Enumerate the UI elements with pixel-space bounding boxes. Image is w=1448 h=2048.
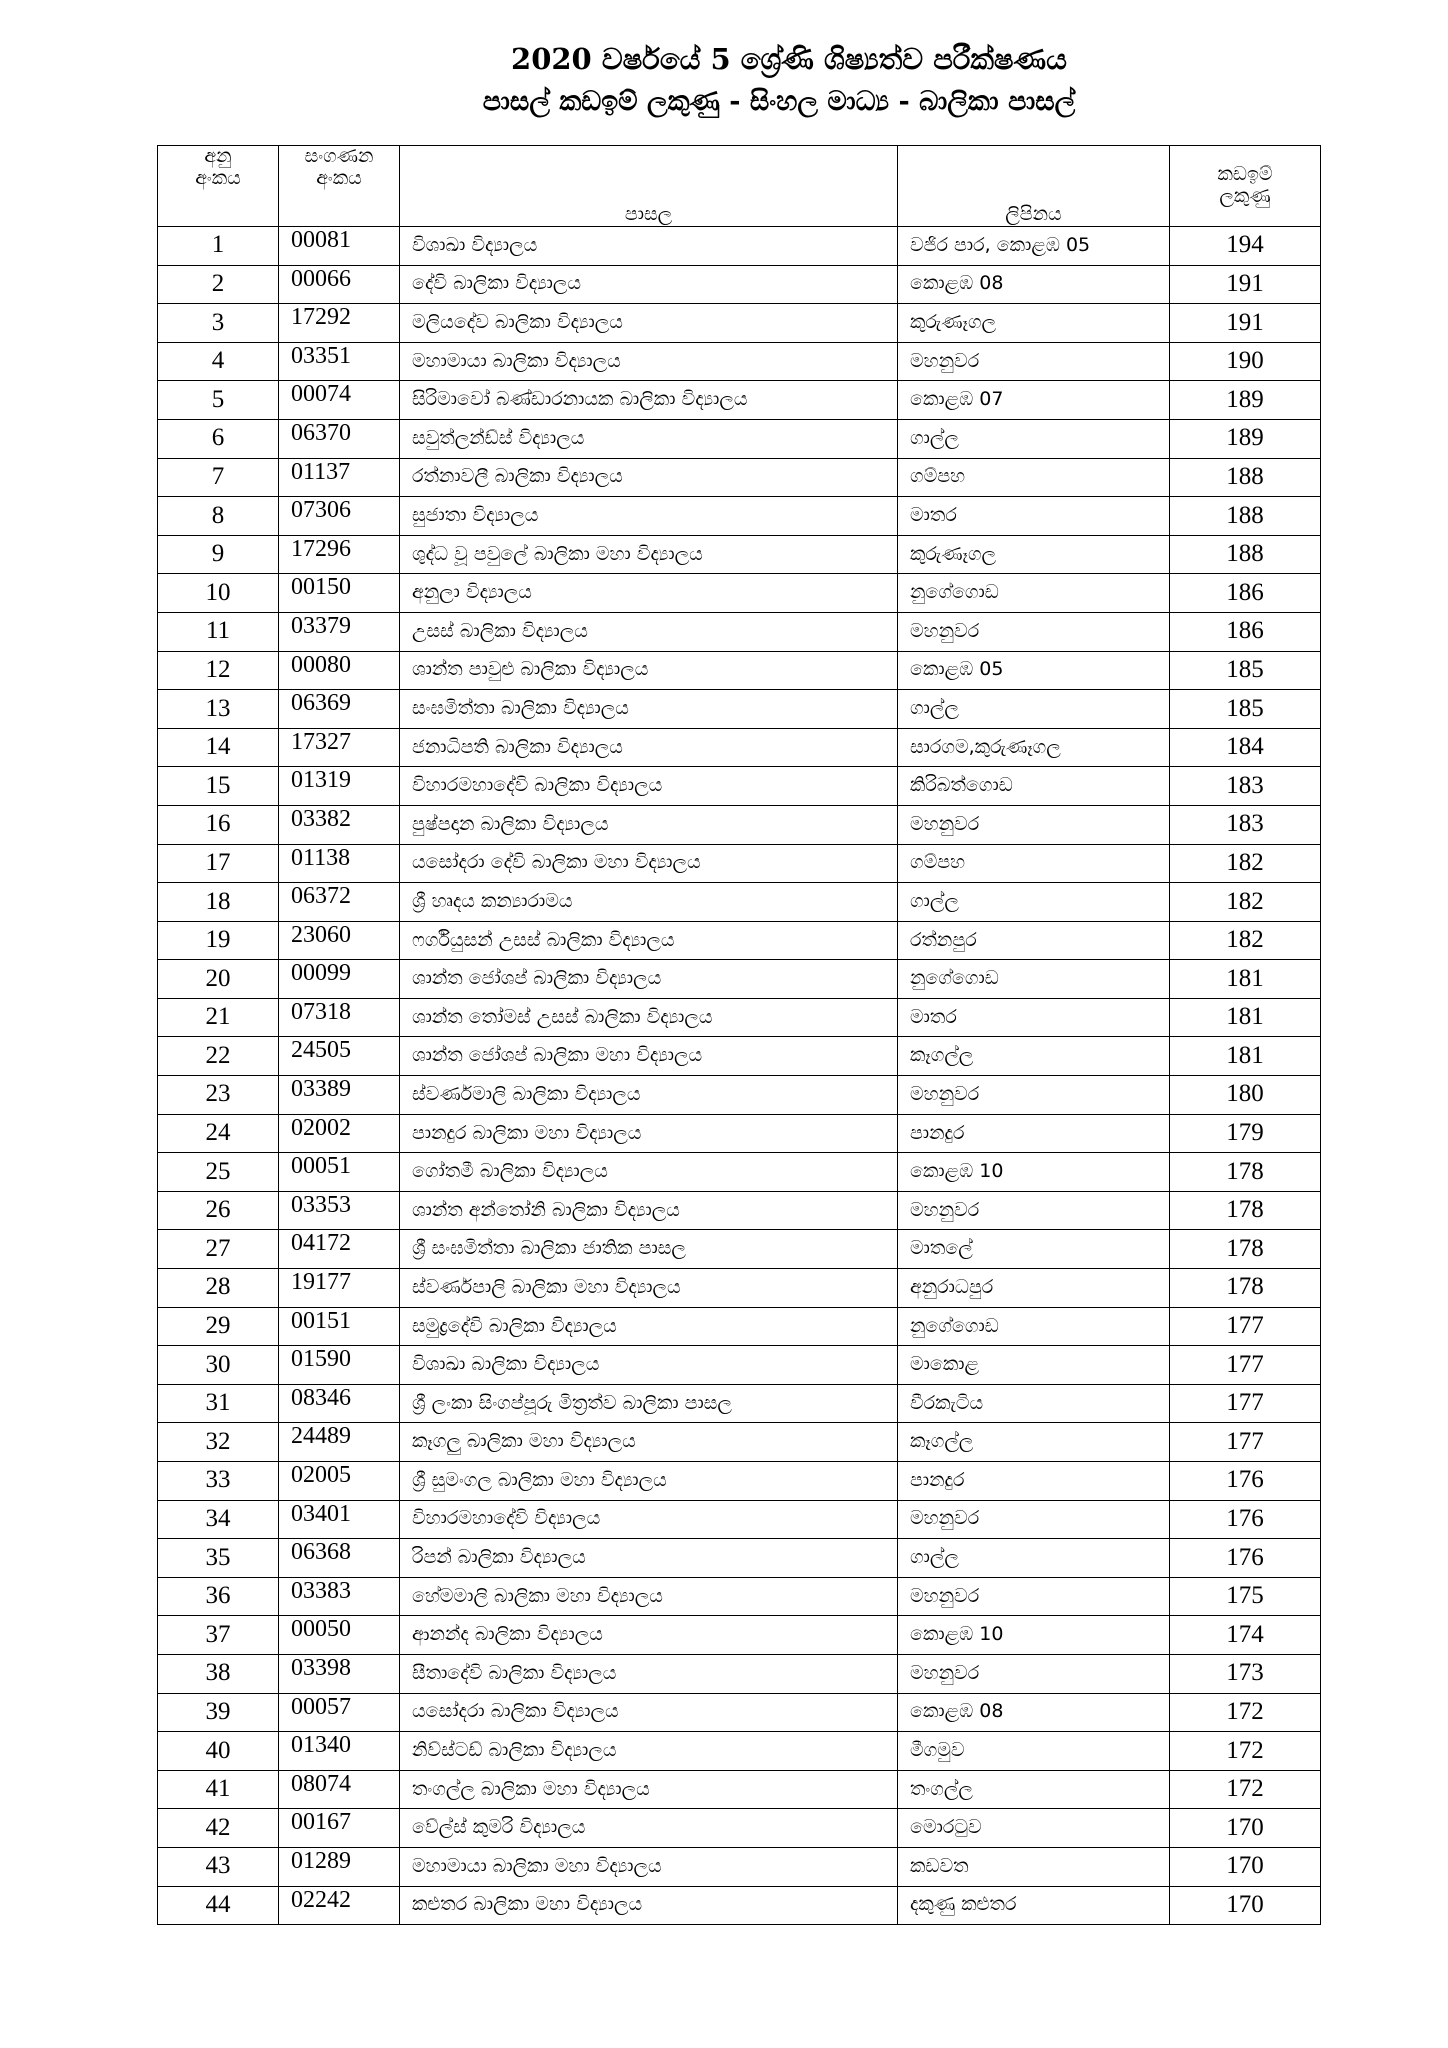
cell-cutoff-mark: 188 — [1170, 535, 1321, 574]
cell-address: මහනුවර — [898, 1500, 1170, 1539]
cell-census-number: 07306 — [279, 497, 400, 536]
cell-address: ගම්පහ — [898, 458, 1170, 497]
cell-school-name: පුෂ්පදාන බාලිකා විද්‍යාලය — [400, 805, 898, 844]
cell-address: පානදුර — [898, 1114, 1170, 1153]
cell-census-number: 06372 — [279, 883, 400, 922]
cell-census-number: 00099 — [279, 960, 400, 999]
cell-serial-number: 39 — [158, 1693, 279, 1732]
cell-address: කිරිබත්ගොඩ — [898, 767, 1170, 806]
cell-serial-number: 15 — [158, 767, 279, 806]
table-row — [158, 844, 1321, 883]
cell-census-number: 19177 — [279, 1269, 400, 1308]
cell-school-name: ශාන්ත ජෝශප් බාලිකා විද්‍යාලය — [400, 960, 898, 999]
cell-serial-number: 16 — [158, 805, 279, 844]
document-subtitle: පාසල් කඩඉම් ලකුණු - සිංහල මාධ්‍ය - බාලිකා පාසල් — [482, 86, 1076, 117]
cell-census-number: 00151 — [279, 1307, 400, 1346]
cell-cutoff-mark: 183 — [1170, 767, 1321, 806]
cell-cutoff-mark: 175 — [1170, 1577, 1321, 1616]
cell-address: සාරගම,කුරුණෑගල — [898, 728, 1170, 767]
cell-cutoff-mark: 181 — [1170, 1037, 1321, 1076]
table-row — [158, 1847, 1321, 1886]
cell-cutoff-mark: 182 — [1170, 921, 1321, 960]
cell-school-name: ශාන්ත පාවුළු බාලිකා විද්‍යාලය — [400, 651, 898, 690]
table-row — [158, 690, 1321, 729]
cell-address: මහනුවර — [898, 1076, 1170, 1115]
cell-cutoff-mark: 186 — [1170, 612, 1321, 651]
table-row — [158, 1076, 1321, 1115]
cell-address: කොළඹ 08 — [898, 265, 1170, 304]
cell-cutoff-mark: 188 — [1170, 497, 1321, 536]
table-row — [158, 227, 1321, 266]
cell-school-name: ජනාධිපති බාලිකා විද්‍යාලය — [400, 728, 898, 767]
table-row — [158, 612, 1321, 651]
cell-address: අනුරාධපුර — [898, 1269, 1170, 1308]
cell-school-name: වේල්ස් කුමරි විද්‍යාලය — [400, 1809, 898, 1848]
cell-census-number: 08346 — [279, 1384, 400, 1423]
table-row — [158, 998, 1321, 1037]
cell-census-number: 00074 — [279, 381, 400, 420]
cell-school-name: මහාමායා බාලිකා මහා විද්‍යාලය — [400, 1847, 898, 1886]
table-row — [158, 1269, 1321, 1308]
table-row — [158, 1654, 1321, 1693]
cell-census-number: 00051 — [279, 1153, 400, 1192]
cell-census-number: 03389 — [279, 1076, 400, 1115]
cell-address: නුගේගොඩ — [898, 574, 1170, 613]
cell-census-number: 01340 — [279, 1732, 400, 1771]
cell-serial-number: 25 — [158, 1153, 279, 1192]
cell-address: මීගමුව — [898, 1732, 1170, 1771]
cell-address: කොළඹ 10 — [898, 1616, 1170, 1655]
cell-address: මාකොළ — [898, 1346, 1170, 1385]
header-cutoff-mark-line1: කඩඉම් — [1217, 163, 1273, 186]
table-row — [158, 883, 1321, 922]
cell-census-number: 08074 — [279, 1770, 400, 1809]
cell-address: මාතලේ — [898, 1230, 1170, 1269]
cell-census-number: 17292 — [279, 304, 400, 343]
cell-address: කොළඹ 07 — [898, 381, 1170, 420]
header-census-number-line2: අංකය — [316, 166, 362, 189]
cell-census-number: 00057 — [279, 1693, 400, 1732]
table-row — [158, 458, 1321, 497]
cell-school-name: මහාමායා බාලිකා විද්‍යාලය — [400, 342, 898, 381]
cell-school-name: ෆර්ගියුසන් උසස් බාලිකා විද්‍යාලය — [400, 921, 898, 960]
cell-cutoff-mark: 189 — [1170, 419, 1321, 458]
cell-serial-number: 7 — [158, 458, 279, 497]
cell-serial-number: 23 — [158, 1076, 279, 1115]
cell-serial-number: 17 — [158, 844, 279, 883]
cell-address: වජිර පාර, කොළඹ 05 — [898, 227, 1170, 266]
table-row — [158, 1037, 1321, 1076]
table-row — [158, 1384, 1321, 1423]
cell-school-name: ස්වර්ණපාලි බාලිකා මහා විද්‍යාලය — [400, 1269, 898, 1308]
cell-cutoff-mark: 189 — [1170, 381, 1321, 420]
cell-school-name: සිරිමාවෝ බණ්ඩාරනායක බාලිකා විද්‍යාලය — [400, 381, 898, 420]
cell-cutoff-mark: 176 — [1170, 1462, 1321, 1501]
header-address: ලිපිනය — [898, 146, 1170, 227]
cell-cutoff-mark: 174 — [1170, 1616, 1321, 1655]
cell-cutoff-mark: 176 — [1170, 1539, 1321, 1578]
cell-cutoff-mark: 177 — [1170, 1423, 1321, 1462]
cell-cutoff-mark: 177 — [1170, 1384, 1321, 1423]
cell-census-number: 01289 — [279, 1847, 400, 1886]
cell-address: කොළඹ 05 — [898, 651, 1170, 690]
table-row — [158, 381, 1321, 420]
cell-address: මහනුවර — [898, 805, 1170, 844]
cell-school-name: කෑගලු බාලිකා මහා විද්‍යාලය — [400, 1423, 898, 1462]
cell-school-name: තංගල්ල බාලිකා මහා විද්‍යාලය — [400, 1770, 898, 1809]
cell-school-name: කළුතර බාලිකා මහා විද්‍යාලය — [400, 1886, 898, 1925]
cell-cutoff-mark: 178 — [1170, 1191, 1321, 1230]
cell-census-number: 00081 — [279, 227, 400, 266]
table-row — [158, 1616, 1321, 1655]
table-row — [158, 1307, 1321, 1346]
cell-cutoff-mark: 182 — [1170, 883, 1321, 922]
cell-serial-number: 22 — [158, 1037, 279, 1076]
cell-address: කෑගල්ල — [898, 1037, 1170, 1076]
cell-serial-number: 1 — [158, 227, 279, 266]
cell-address: දකුණු කළුතර — [898, 1886, 1170, 1925]
table-row — [158, 1191, 1321, 1230]
cell-address: ගම්පහ — [898, 844, 1170, 883]
cell-cutoff-mark: 178 — [1170, 1269, 1321, 1308]
cell-serial-number: 3 — [158, 304, 279, 343]
cell-cutoff-mark: 186 — [1170, 574, 1321, 613]
cell-cutoff-mark: 181 — [1170, 960, 1321, 999]
header-serial-number-line2: අංකය — [195, 166, 241, 189]
cutoff-marks-table — [157, 145, 1321, 1925]
table-row — [158, 304, 1321, 343]
cell-serial-number: 30 — [158, 1346, 279, 1385]
cell-address: කුරුණෑගල — [898, 304, 1170, 343]
cell-school-name: ශ්‍රී හෘදය කන්‍යාරාමය — [400, 883, 898, 922]
cell-census-number: 24505 — [279, 1037, 400, 1076]
table-row — [158, 1346, 1321, 1385]
cell-serial-number: 44 — [158, 1886, 279, 1925]
table-row — [158, 1500, 1321, 1539]
cell-address: තංගල්ල — [898, 1770, 1170, 1809]
cell-cutoff-mark: 177 — [1170, 1307, 1321, 1346]
cell-school-name: හේමමාලි බාලිකා මහා විද්‍යාලය — [400, 1577, 898, 1616]
table-row — [158, 574, 1321, 613]
cell-school-name: රිපන් බාලිකා විද්‍යාලය — [400, 1539, 898, 1578]
cell-cutoff-mark: 183 — [1170, 805, 1321, 844]
cell-serial-number: 9 — [158, 535, 279, 574]
cell-serial-number: 13 — [158, 690, 279, 729]
cell-serial-number: 11 — [158, 612, 279, 651]
cell-census-number: 00080 — [279, 651, 400, 690]
cell-census-number: 07318 — [279, 998, 400, 1037]
cell-address: නුගේගොඩ — [898, 1307, 1170, 1346]
cell-serial-number: 12 — [158, 651, 279, 690]
cell-school-name: විහාරමහාදේවි විද්‍යාලය — [400, 1500, 898, 1539]
header-census-number-line1: සංගණන — [304, 145, 374, 167]
cell-serial-number: 27 — [158, 1230, 279, 1269]
cell-serial-number: 28 — [158, 1269, 279, 1308]
cell-serial-number: 40 — [158, 1732, 279, 1771]
cell-cutoff-mark: 178 — [1170, 1230, 1321, 1269]
cell-cutoff-mark: 170 — [1170, 1809, 1321, 1848]
table-row — [158, 1770, 1321, 1809]
cell-census-number: 04172 — [279, 1230, 400, 1269]
cell-serial-number: 31 — [158, 1384, 279, 1423]
cell-serial-number: 35 — [158, 1539, 279, 1578]
table-row — [158, 265, 1321, 304]
cell-address: මාතර — [898, 998, 1170, 1037]
cell-census-number: 06369 — [279, 690, 400, 729]
table-header-row — [158, 146, 1321, 227]
cell-cutoff-mark: 180 — [1170, 1076, 1321, 1115]
cell-cutoff-mark: 182 — [1170, 844, 1321, 883]
cell-address: කොළඹ 10 — [898, 1153, 1170, 1192]
cell-cutoff-mark: 190 — [1170, 342, 1321, 381]
header-school: පාසල — [400, 146, 898, 227]
cell-cutoff-mark: 185 — [1170, 651, 1321, 690]
table-row — [158, 1153, 1321, 1192]
cell-cutoff-mark: 177 — [1170, 1346, 1321, 1385]
cell-serial-number: 36 — [158, 1577, 279, 1616]
cell-school-name: විශාඛා විද්‍යාලය — [400, 227, 898, 266]
table-row — [158, 1423, 1321, 1462]
cell-address: මාතර — [898, 497, 1170, 536]
cell-serial-number: 4 — [158, 342, 279, 381]
document-title: 2020 වර්ෂයේ 5 ශ්‍රේණි ශිෂ්‍යත්ව පරීක්ෂණය — [511, 42, 1067, 76]
cell-serial-number: 29 — [158, 1307, 279, 1346]
cell-census-number: 01137 — [279, 458, 400, 497]
table-row — [158, 1577, 1321, 1616]
cell-address: මහනුවර — [898, 1654, 1170, 1693]
header-census-number — [279, 146, 400, 227]
cell-serial-number: 2 — [158, 265, 279, 304]
cell-address: මොරටුව — [898, 1809, 1170, 1848]
cell-school-name: යසෝදරා බාලිකා විද්‍යාලය — [400, 1693, 898, 1732]
cell-address: ගාල්ල — [898, 883, 1170, 922]
cell-school-name: සංඝමිත්තා බාලිකා විද්‍යාලය — [400, 690, 898, 729]
cell-address: කඩවත — [898, 1847, 1170, 1886]
cell-address: කුරුණෑගල — [898, 535, 1170, 574]
table-row — [158, 1114, 1321, 1153]
table-row — [158, 767, 1321, 806]
cell-census-number: 06370 — [279, 419, 400, 458]
cell-census-number: 17327 — [279, 728, 400, 767]
table-row — [158, 1732, 1321, 1771]
cell-census-number: 02242 — [279, 1886, 400, 1925]
table-row — [158, 805, 1321, 844]
cell-census-number: 01590 — [279, 1346, 400, 1385]
table-row — [158, 728, 1321, 767]
cell-address: ගාල්ල — [898, 1539, 1170, 1578]
cell-school-name: නිව්ස්ටඩ් බාලිකා විද්‍යාලය — [400, 1732, 898, 1771]
cell-school-name: ශාන්ත ජෝශප් බාලිකා මහා විද්‍යාලය — [400, 1037, 898, 1076]
cell-school-name: යසෝදරා දේවි බාලිකා මහා විද්‍යාලය — [400, 844, 898, 883]
cell-cutoff-mark: 172 — [1170, 1693, 1321, 1732]
cell-census-number: 01138 — [279, 844, 400, 883]
cell-school-name: මලියදේව බාලිකා විද්‍යාලය — [400, 304, 898, 343]
cell-school-name: විශාඛා බාලිකා විද්‍යාලය — [400, 1346, 898, 1385]
cell-census-number: 03351 — [279, 342, 400, 381]
cell-serial-number: 21 — [158, 998, 279, 1037]
cell-census-number: 24489 — [279, 1423, 400, 1462]
cell-cutoff-mark: 184 — [1170, 728, 1321, 767]
cell-school-name: විහාරමහාදේවි බාලිකා විද්‍යාලය — [400, 767, 898, 806]
table-row — [158, 1886, 1321, 1925]
table-row — [158, 497, 1321, 536]
table-row — [158, 1809, 1321, 1848]
cell-address: ගාල්ල — [898, 690, 1170, 729]
cell-school-name: ශාන්ත තෝමස් උසස් බාලිකා විද්‍යාලය — [400, 998, 898, 1037]
cell-school-name: ආනන්ද බාලිකා විද්‍යාලය — [400, 1616, 898, 1655]
cell-cutoff-mark: 194 — [1170, 227, 1321, 266]
cell-school-name: ස්වර්ණමාලි බාලිකා විද්‍යාලය — [400, 1076, 898, 1115]
cell-address: මහනුවර — [898, 1191, 1170, 1230]
cell-serial-number: 20 — [158, 960, 279, 999]
cell-cutoff-mark: 185 — [1170, 690, 1321, 729]
table-row — [158, 342, 1321, 381]
cell-address: කොළඹ 08 — [898, 1693, 1170, 1732]
cell-address: රත්නපුර — [898, 921, 1170, 960]
cell-census-number: 06368 — [279, 1539, 400, 1578]
cell-serial-number: 33 — [158, 1462, 279, 1501]
cell-address: මහනුවර — [898, 342, 1170, 381]
cell-cutoff-mark: 176 — [1170, 1500, 1321, 1539]
cell-census-number: 01319 — [279, 767, 400, 806]
cell-school-name: උසස් බාලිකා විද්‍යාලය — [400, 612, 898, 651]
cell-cutoff-mark: 172 — [1170, 1770, 1321, 1809]
cell-address: ගාල්ල — [898, 419, 1170, 458]
cell-census-number: 03383 — [279, 1577, 400, 1616]
cell-school-name: ශ්‍රී සංඝමිත්තා බාලිකා ජාතික පාසල — [400, 1230, 898, 1269]
cell-census-number: 00066 — [279, 265, 400, 304]
cell-cutoff-mark: 173 — [1170, 1654, 1321, 1693]
table-row — [158, 1539, 1321, 1578]
cell-address: කෑගල්ල — [898, 1423, 1170, 1462]
cell-school-name: ශ්‍රී සුමංගල බාලිකා මහා විද්‍යාලය — [400, 1462, 898, 1501]
cell-serial-number: 34 — [158, 1500, 279, 1539]
table-row — [158, 1462, 1321, 1501]
cell-school-name: සවුත්ලන්ඩ්ස් විද්‍යාලය — [400, 419, 898, 458]
cell-cutoff-mark: 170 — [1170, 1847, 1321, 1886]
table-row — [158, 1693, 1321, 1732]
cell-serial-number: 8 — [158, 497, 279, 536]
cell-serial-number: 37 — [158, 1616, 279, 1655]
cell-school-name: සමුද්‍රදේවි බාලිකා විද්‍යාලය — [400, 1307, 898, 1346]
cell-school-name: ශාන්ත අන්තෝනි බාලිකා විද්‍යාලය — [400, 1191, 898, 1230]
cell-address: වීරකැටිය — [898, 1384, 1170, 1423]
cell-census-number: 03401 — [279, 1500, 400, 1539]
cell-census-number: 03382 — [279, 805, 400, 844]
cell-serial-number: 5 — [158, 381, 279, 420]
header-serial-number-line1: අනු — [204, 145, 232, 167]
cell-address: මහනුවර — [898, 612, 1170, 651]
cell-serial-number: 32 — [158, 1423, 279, 1462]
header-cutoff-mark-line2: ලකුණු — [1219, 185, 1271, 207]
table-row — [158, 921, 1321, 960]
cell-census-number: 03398 — [279, 1654, 400, 1693]
cell-school-name: ශ්‍රී ලංකා සිංගප්පූරු මිත්‍රත්ව බාලිකා පාසල — [400, 1384, 898, 1423]
cell-census-number: 02005 — [279, 1462, 400, 1501]
cell-cutoff-mark: 188 — [1170, 458, 1321, 497]
table-row — [158, 535, 1321, 574]
cell-serial-number: 26 — [158, 1191, 279, 1230]
cell-serial-number: 18 — [158, 883, 279, 922]
cell-school-name: ශුද්ධ වූ පවුලේ බාලිකා මහා විද්‍යාලය — [400, 535, 898, 574]
cell-serial-number: 42 — [158, 1809, 279, 1848]
table-row — [158, 1230, 1321, 1269]
cell-cutoff-mark: 179 — [1170, 1114, 1321, 1153]
cell-serial-number: 19 — [158, 921, 279, 960]
cell-serial-number: 10 — [158, 574, 279, 613]
cell-census-number: 00150 — [279, 574, 400, 613]
cell-serial-number: 14 — [158, 728, 279, 767]
cell-cutoff-mark: 178 — [1170, 1153, 1321, 1192]
cell-school-name: දේවි බාලිකා විද්‍යාලය — [400, 265, 898, 304]
table-row — [158, 960, 1321, 999]
header-cutoff-mark — [1170, 146, 1321, 227]
cell-serial-number: 24 — [158, 1114, 279, 1153]
header-serial-number — [158, 146, 279, 227]
cell-school-name: අනුලා විද්‍යාලය — [400, 574, 898, 613]
cell-census-number: 00050 — [279, 1616, 400, 1655]
cell-census-number: 03379 — [279, 612, 400, 651]
cell-school-name: සුජාතා විද්‍යාලය — [400, 497, 898, 536]
cell-address: නුගේගොඩ — [898, 960, 1170, 999]
cell-cutoff-mark: 191 — [1170, 304, 1321, 343]
cell-serial-number: 41 — [158, 1770, 279, 1809]
cell-school-name: සීතාදේවි බාලිකා විද්‍යාලය — [400, 1654, 898, 1693]
cell-cutoff-mark: 172 — [1170, 1732, 1321, 1771]
cell-census-number: 00167 — [279, 1809, 400, 1848]
cell-school-name: පානදුර බාලිකා මහා විද්‍යාලය — [400, 1114, 898, 1153]
cell-address: මහනුවර — [898, 1577, 1170, 1616]
cell-school-name: රත්නාවලී බාලිකා විද්‍යාලය — [400, 458, 898, 497]
table-row — [158, 651, 1321, 690]
cell-cutoff-mark: 191 — [1170, 265, 1321, 304]
cell-serial-number: 43 — [158, 1847, 279, 1886]
cell-census-number: 03353 — [279, 1191, 400, 1230]
cell-census-number: 23060 — [279, 921, 400, 960]
cell-address: පානදුර — [898, 1462, 1170, 1501]
cell-school-name: ගෝතමී බාලිකා විද්‍යාලය — [400, 1153, 898, 1192]
cell-cutoff-mark: 181 — [1170, 998, 1321, 1037]
table-row — [158, 419, 1321, 458]
cell-serial-number: 38 — [158, 1654, 279, 1693]
table-body — [158, 227, 1321, 1925]
cell-census-number: 17296 — [279, 535, 400, 574]
cell-serial-number: 6 — [158, 419, 279, 458]
cell-cutoff-mark: 170 — [1170, 1886, 1321, 1925]
cell-census-number: 02002 — [279, 1114, 400, 1153]
